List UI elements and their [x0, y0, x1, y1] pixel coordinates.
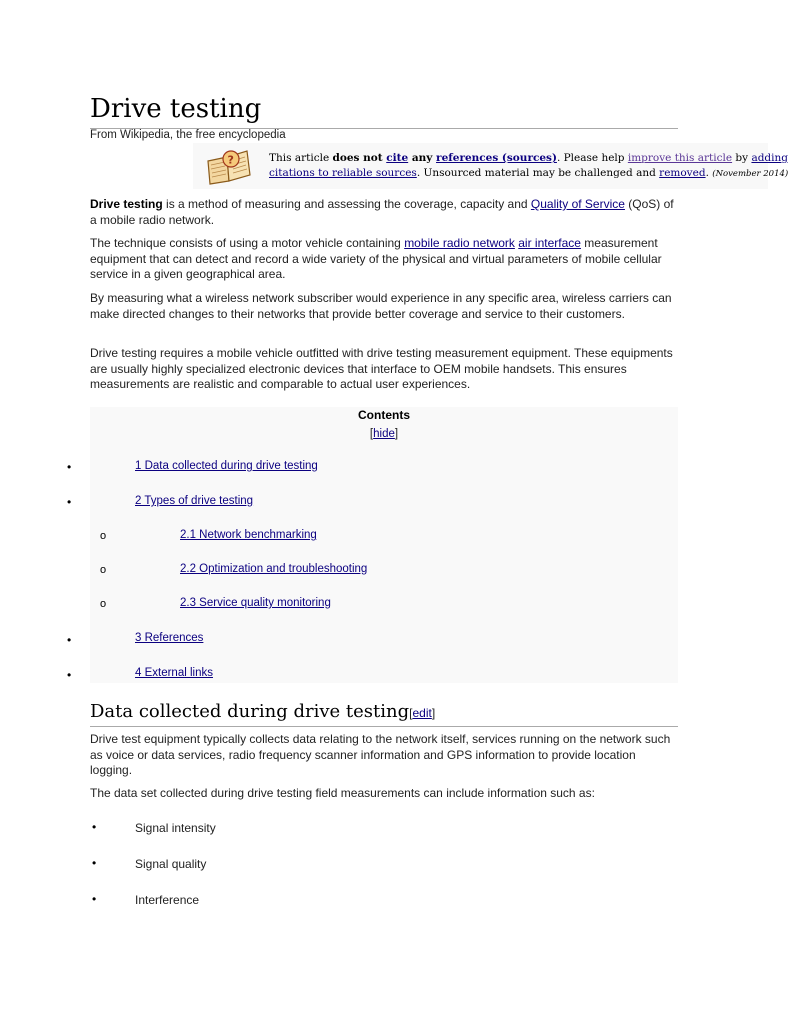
- unreferenced-notice: [193, 143, 789, 189]
- bullet-icon: •: [67, 460, 72, 474]
- list-item: Signal intensity: [135, 821, 216, 835]
- removed-link[interactable]: removed: [659, 167, 706, 179]
- tagline: From Wikipedia, the free encyclopedia: [90, 129, 286, 141]
- bullet-icon: •: [67, 668, 72, 682]
- bullet-icon: •: [92, 892, 97, 906]
- intro-bold: Drive testing: [90, 197, 163, 211]
- section-paragraph-2: The data set collected during drive testing field measurements can include information such as:: [90, 786, 595, 800]
- toc-hide-toggle: [90, 428, 678, 440]
- intro-text: is a method of measuring and assessing the coverage, capacity and: [162, 197, 531, 211]
- bracket: ]: [394, 428, 399, 440]
- technique-text: measurement equipment that can detect and record a wide variety of the physical and virtual parameters of mobile cellular service in a given geographical area.: [90, 236, 662, 281]
- intro-paragraph: [90, 197, 680, 228]
- cite-link[interactable]: cite: [386, 152, 409, 164]
- circle-bullet-icon: o: [100, 564, 107, 576]
- notice-bold: any: [408, 152, 437, 164]
- notice-text: [269, 151, 789, 182]
- list-item: Signal quality: [135, 857, 207, 871]
- toc-item-service-quality[interactable]: 2.3 Service quality monitoring: [180, 597, 331, 609]
- notice-date: (November 2014): [712, 169, 789, 179]
- adding-link[interactable]: adding: [751, 152, 788, 164]
- notice-text-part: . Unsourced material may be challenged and: [416, 167, 660, 179]
- measuring-paragraph: By measuring what a wireless network subscriber would experience in any specific area, wireless carriers can make directed changes to their networks that provide better coverage and service to their customers.: [90, 291, 672, 321]
- list-item: Interference: [135, 893, 200, 907]
- section-heading-data-collected: [90, 700, 678, 727]
- requirements-paragraph: Drive testing requires a mobile vehicle outfitted with drive testing measurement equipment. These equipments are usually highly specialized electronic devices that interface to OEM mobile handsets. This ensures measurements are realistic and comparable to actual user experiences.: [90, 346, 673, 391]
- section-heading-text: Data collected during drive testing: [90, 701, 410, 722]
- page-title: Drive testing: [90, 92, 678, 129]
- citations-link[interactable]: citations to reliable sources: [269, 167, 417, 179]
- toc-hide-link[interactable]: hide: [373, 428, 395, 440]
- bullet-icon: •: [92, 856, 97, 870]
- air-interface-link[interactable]: air interface: [518, 236, 581, 250]
- toc-item-data-collected[interactable]: 1 Data collected during drive testing: [135, 460, 318, 472]
- mobile-radio-network-link[interactable]: mobile radio network: [404, 236, 515, 250]
- technique-paragraph: [90, 236, 680, 283]
- edit-section-link[interactable]: edit: [412, 706, 432, 720]
- references-sources-link[interactable]: references (sources): [436, 152, 557, 164]
- notice-bold: does not: [332, 152, 387, 164]
- bullet-icon: •: [92, 820, 97, 834]
- toc-item-references[interactable]: 3 References: [135, 632, 204, 644]
- bracket: ]: [431, 706, 436, 720]
- improve-article-link[interactable]: improve this article: [627, 152, 733, 164]
- notice-text-part: by: [732, 152, 752, 164]
- bracket: [: [369, 428, 374, 440]
- toc-item-network-benchmarking[interactable]: 2.1 Network benchmarking: [180, 529, 317, 541]
- bracket: [: [409, 706, 413, 720]
- quality-of-service-link[interactable]: Quality of Service: [530, 197, 625, 211]
- technique-text: The technique consists of using a motor vehicle containing: [90, 236, 405, 250]
- notice-text-part: This article: [269, 152, 333, 164]
- intro-text: (QoS) of a mobile radio network.: [90, 197, 674, 227]
- circle-bullet-icon: o: [100, 598, 107, 610]
- toc-item-external-links[interactable]: 4 External links: [135, 667, 213, 679]
- notice-text-part: .: [705, 167, 713, 179]
- toc-title: Contents: [358, 408, 410, 422]
- circle-bullet-icon: o: [100, 530, 107, 542]
- book-question-icon: [205, 147, 253, 185]
- svg-text:?: ?: [227, 153, 234, 167]
- bullet-icon: •: [67, 495, 72, 509]
- section-paragraph-1: Drive test equipment typically collects data relating to the network itself, services running on the network such as voice or data services, radio frequency scanner information and GPS information to provide location logging.: [90, 732, 671, 777]
- bullet-icon: •: [67, 633, 72, 647]
- toc-item-types[interactable]: 2 Types of drive testing: [135, 495, 254, 507]
- toc-item-optimization[interactable]: 2.2 Optimization and troubleshooting: [180, 563, 368, 575]
- section-edit: [409, 706, 435, 720]
- notice-text-part: . Please help: [556, 152, 628, 164]
